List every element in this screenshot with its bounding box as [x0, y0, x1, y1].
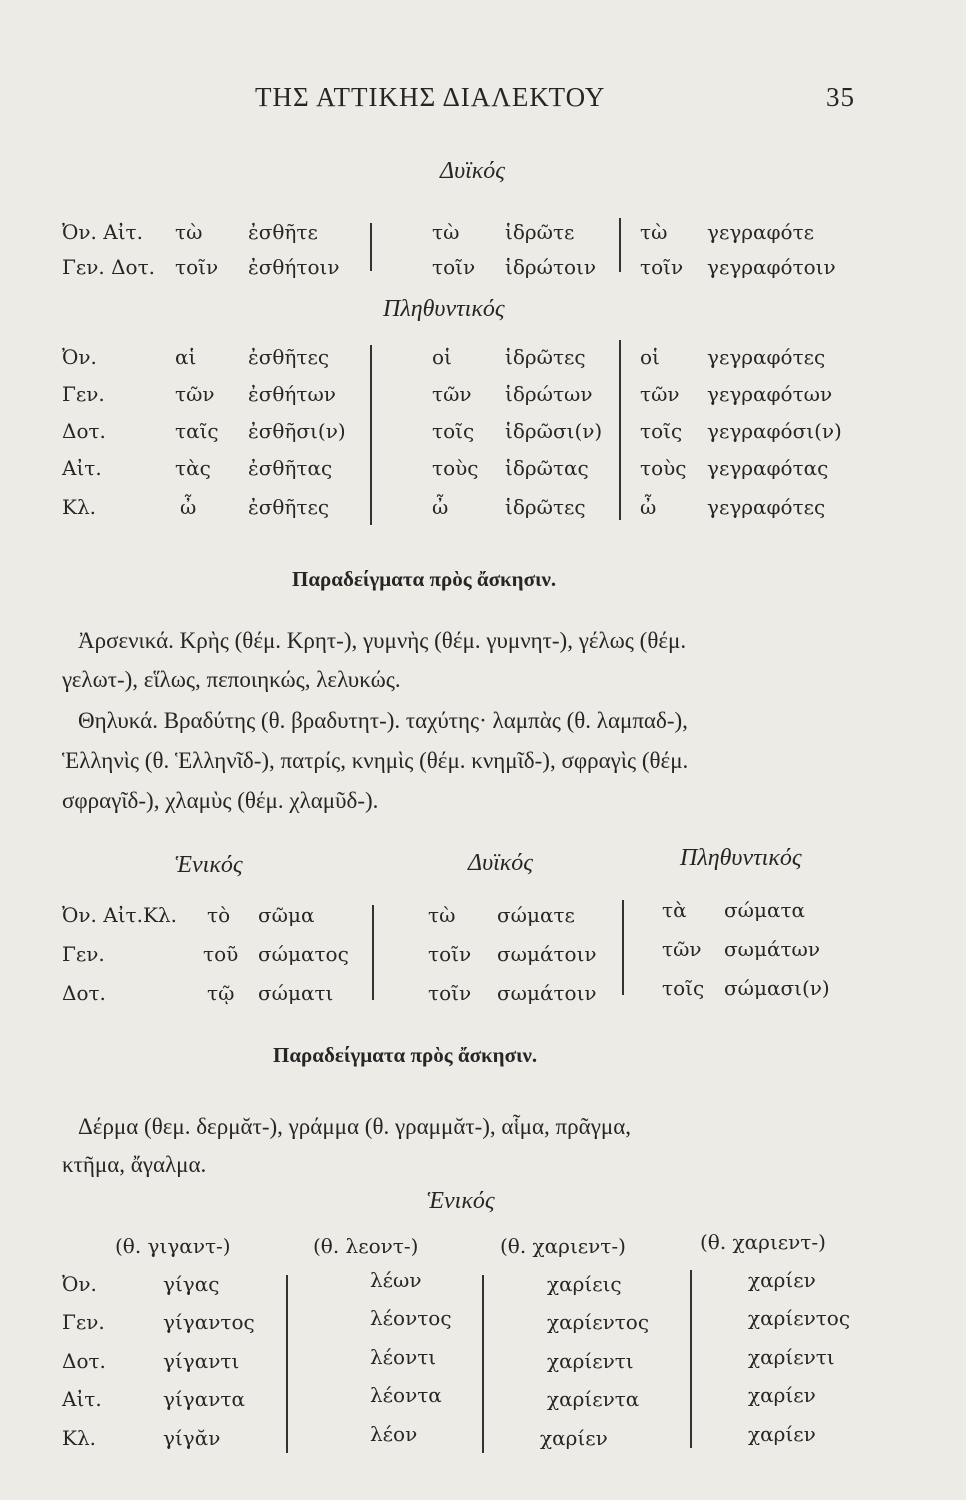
- noun-form: λέοντος: [370, 1306, 452, 1330]
- article: ὦ: [432, 495, 449, 519]
- exercise-line: σφραγῖδ-), χλαμὺς (θέμ. χλαμῦδ-).: [62, 788, 379, 813]
- article: τὸ: [207, 903, 231, 927]
- noun-form: χαρίεν: [748, 1383, 816, 1407]
- noun-form: γεγραφότας: [707, 456, 829, 480]
- table2-divider-1: [372, 905, 374, 1000]
- page-number: 35: [826, 82, 855, 112]
- noun-form: λέοντι: [370, 1345, 437, 1369]
- stem-label: (θ. χαριεντ-): [700, 1230, 826, 1254]
- article: οἱ: [432, 345, 452, 369]
- article: τὰς: [175, 456, 211, 480]
- noun-form: χαρίεν: [540, 1426, 608, 1450]
- noun-form: χαρίεντος: [748, 1306, 851, 1330]
- case-label: Κλ.: [62, 495, 96, 519]
- noun-form: ἱδρῶτες: [505, 495, 586, 519]
- plural-header: Πληθυντικός: [680, 845, 802, 871]
- noun-form: γεγραφόσι(ν): [707, 419, 842, 443]
- noun-form: ἐσθήτων: [248, 382, 336, 406]
- article: τοῖν: [428, 942, 472, 966]
- noun-form: γεγραφότες: [707, 345, 826, 369]
- case-label: Ὀν. Αἰτ.Κλ.: [62, 903, 177, 927]
- article: τὼ: [640, 220, 668, 244]
- article: τοῦ: [203, 942, 239, 966]
- exercise-title: Παραδείγματα πρὸς ἄσκησιν.: [273, 1043, 538, 1067]
- article: τοῖν: [432, 255, 476, 279]
- case-label: Ὀν. Αἰτ.: [62, 220, 143, 244]
- noun-form: γεγραφότοιν: [707, 255, 836, 279]
- exercise-line: κτῆμα, ἄγαλμα.: [62, 1152, 207, 1177]
- article: τῷ: [207, 981, 235, 1005]
- noun-form: χαρίεντι: [547, 1349, 634, 1373]
- noun-form: σώματα: [724, 898, 806, 922]
- noun-form: λέοντα: [370, 1383, 442, 1407]
- table3-divider-3: [690, 1270, 692, 1448]
- noun-form: λέον: [370, 1422, 418, 1446]
- article: ταῖς: [175, 419, 219, 443]
- noun-form: γίγαντος: [163, 1310, 255, 1334]
- exercise-line: Ἀρσενικά. Κρὴς (θέμ. Κρητ-), γυμνὴς (θέμ. γυμνητ-), γέλως (θέμ.: [78, 628, 687, 653]
- noun-form: ἐσθῆτες: [248, 495, 330, 519]
- case-label: Αἰτ.: [62, 1387, 102, 1411]
- case-label: Δοτ.: [62, 981, 106, 1005]
- article: τοῖν: [175, 255, 219, 279]
- dual-title: Δυϊκός: [440, 158, 506, 184]
- table3-divider-1: [286, 1275, 288, 1453]
- singular-title: Ἑνικός: [427, 1188, 495, 1214]
- running-head: ΤΗΣ ΑΤΤΙΚΗΣ ΔΙΑΛΕΚΤΟΥ: [255, 82, 606, 112]
- noun-form: γεγραφότων: [707, 382, 833, 406]
- noun-form: ἐσθῆσι(ν): [248, 419, 346, 443]
- noun-form: σωμάτοιν: [497, 981, 597, 1005]
- noun-form: σωμάτοιν: [497, 942, 597, 966]
- noun-form: ἐσθῆτας: [248, 456, 333, 480]
- article: τοὺς: [432, 456, 479, 480]
- noun-form: ἱδρώτων: [505, 382, 593, 406]
- table1-dual-divider-2: [619, 218, 621, 272]
- noun-form: ἱδρῶσι(ν): [505, 419, 603, 443]
- exercise-line: γελωτ-), εἵλως, πεποιηκώς, λελυκώς.: [62, 667, 401, 692]
- exercise-title: Παραδείγματα πρὸς ἄσκησιν.: [292, 567, 557, 591]
- table1-dual-divider-1: [370, 223, 372, 271]
- article: τὰ: [662, 898, 687, 922]
- noun-form: χαρίεντι: [748, 1345, 835, 1369]
- stem-label: (θ. χαριεντ-): [500, 1234, 626, 1258]
- table1-plural-divider-1: [370, 345, 372, 525]
- article: αἱ: [175, 345, 197, 369]
- article: τοῖς: [662, 976, 705, 1000]
- article: τὼ: [175, 220, 203, 244]
- noun-form: γεγραφότες: [707, 495, 826, 519]
- noun-form: σῶμα: [258, 903, 315, 927]
- case-label: Αἰτ.: [62, 456, 102, 480]
- noun-form: γίγᾰν: [163, 1426, 221, 1450]
- case-label: Γεν. Δοτ.: [62, 255, 156, 279]
- case-label: Γεν.: [62, 942, 105, 966]
- stem-label: (θ. λεοντ-): [313, 1234, 419, 1258]
- case-label: Γεν.: [62, 382, 105, 406]
- noun-form: χαρίεντος: [547, 1310, 650, 1334]
- article: τοῖς: [640, 419, 683, 443]
- noun-form: χαρίεν: [748, 1422, 816, 1446]
- article: τὼ: [432, 220, 460, 244]
- article: τοὺς: [640, 456, 687, 480]
- singular-header: Ἑνικός: [175, 852, 243, 878]
- article: ὦ: [640, 495, 657, 519]
- noun-form: ἐσθῆτες: [248, 345, 330, 369]
- plural-title: Πληθυντικός: [383, 296, 505, 322]
- article: ὦ: [180, 495, 197, 519]
- noun-form: ἱδρῶτε: [505, 220, 575, 244]
- noun-form: ἱδρώτοιν: [505, 255, 597, 279]
- case-label: Δοτ.: [62, 1349, 106, 1373]
- noun-form: γίγας: [163, 1272, 220, 1296]
- article: τῶν: [640, 382, 680, 406]
- article: τῶν: [662, 937, 702, 961]
- table3-divider-2: [482, 1275, 484, 1453]
- noun-form: σώματι: [258, 981, 334, 1005]
- noun-form: σωμάτων: [724, 937, 820, 961]
- article: τῶν: [175, 382, 215, 406]
- noun-form: γίγαντι: [163, 1349, 240, 1373]
- noun-form: σώματε: [497, 903, 575, 927]
- case-label: Κλ.: [62, 1426, 96, 1450]
- article: τοῖν: [428, 981, 472, 1005]
- noun-form: ἐσθήτοιν: [248, 255, 340, 279]
- case-label: Γεν.: [62, 1310, 105, 1334]
- table1-plural-divider-2: [619, 340, 621, 520]
- article: τοῖς: [432, 419, 475, 443]
- noun-form: ἐσθῆτε: [248, 220, 318, 244]
- exercise-line: Θηλυκά. Βραδύτης (θ. βραδυτητ-). ταχύτης· λαμπὰς (θ. λαμπαδ-),: [78, 708, 688, 733]
- noun-form: γίγαντα: [163, 1387, 245, 1411]
- noun-form: σώμασι(ν): [724, 976, 830, 1000]
- case-label: Ὀν.: [62, 1272, 97, 1296]
- article: τὼ: [428, 903, 456, 927]
- noun-form: χαρίεις: [547, 1272, 622, 1296]
- noun-form: ἱδρῶτας: [505, 456, 589, 480]
- table2-divider-2: [622, 900, 624, 995]
- noun-form: χαρίεντα: [547, 1387, 640, 1411]
- case-label: Δοτ.: [62, 419, 106, 443]
- article: τοῖν: [640, 255, 684, 279]
- exercise-line: Δέρμα (θεμ. δερμᾰτ-), γράμμα (θ. γραμμᾰτ-), αἷμα, πρᾶγμα,: [78, 1114, 631, 1139]
- noun-form: γεγραφότε: [707, 220, 815, 244]
- article: τῶν: [432, 382, 472, 406]
- noun-form: σώματος: [258, 942, 349, 966]
- noun-form: λέων: [370, 1268, 422, 1292]
- exercise-line: Ἑλληνὶς (θ. Ἑλληνῖδ-), πατρίς, κνημὶς (θέμ. κνημῖδ-), σφραγὶς (θέμ.: [62, 748, 689, 773]
- noun-form: ἱδρῶτες: [505, 345, 586, 369]
- noun-form: χαρίεν: [748, 1268, 816, 1292]
- stem-label: (θ. γιγαντ-): [115, 1234, 231, 1258]
- case-label: Ὀν.: [62, 345, 97, 369]
- dual-header: Δυϊκός: [468, 850, 534, 876]
- article: οἱ: [640, 345, 660, 369]
